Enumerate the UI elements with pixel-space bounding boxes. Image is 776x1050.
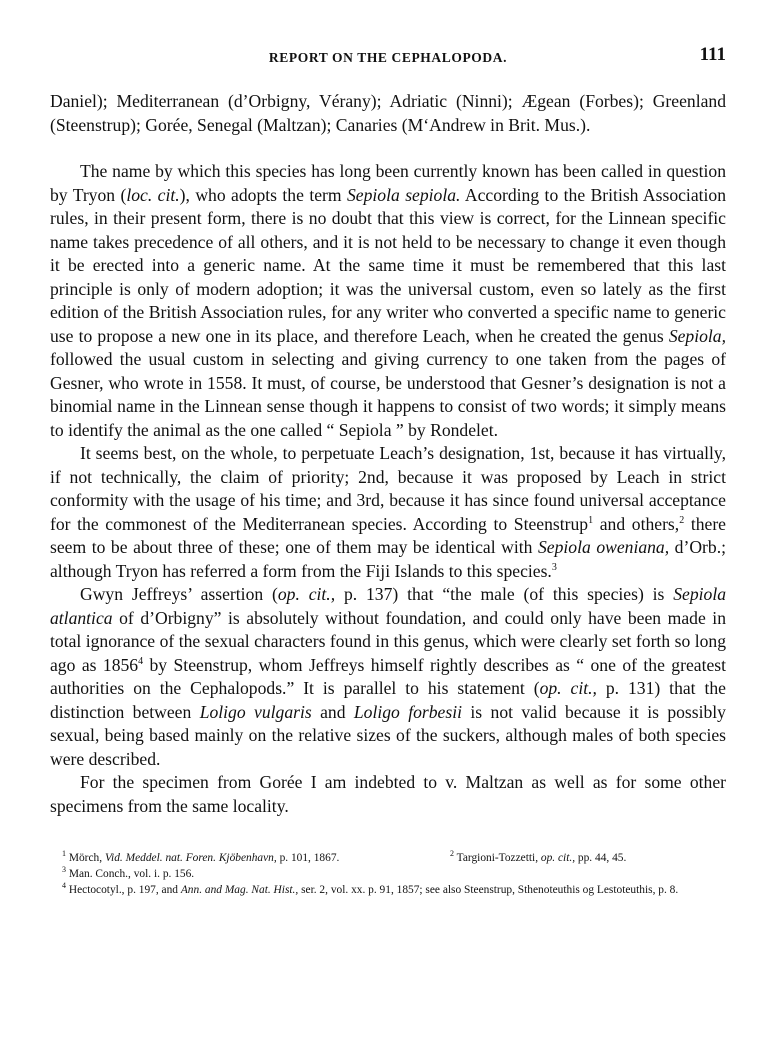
text-run: p. 131) that the distinction between [50,678,726,722]
text-run: followed the usual custom in selecting and giving currency to one taken from the pages of Gesner, who wrote in 1558. It must, of course, be understood that Gesner’s designation is not a binomial name in the Linnean sense though it happens to consist of two words; it simply means to identify the animal as the one called “ Sepiola ” by Rondelet. [50,349,726,440]
italic-run: Sepiola, [668,325,726,346]
italic-run: Loligo forbesii [353,701,462,722]
text-run: According to the British Association rules, in their present form, there is no doubt that this view is correct, for the Linnean specific name takes precedence of all others, and it is not held to be necessary to change it even though it be erected into a generic name. At the same time it must be remembered that this last principle is only of modern adoption; it was the universal custom, even so lately as the first edition of the British Association rules, for any writer who converted a specific name to generic use to propose a new one in its place, and therefore Leach, when he created the genus [50,184,726,346]
text-run: of d’Orbigny” is absolutely without foundation, and could only have been made in total ignorance of the sexual characters found in this genus, which were clearly set forth so long ago as 1856 [50,607,726,675]
footnote-number: 4 [62,881,66,890]
italic-run: op. cit., [539,678,597,698]
text-run: Man. Conch., vol. i. p. 156. [68,868,195,880]
text-run: pp. 44, 45. [575,852,627,864]
italic-run: op. cit., [540,852,576,864]
text-run: and others, [593,513,680,534]
italic-run: Sepiola atlantica [50,584,727,628]
text-run: by Steenstrup, whom Jeffreys himself rightly describes as “ one of the greatest authorities on the Cephalopods.” It is parallel to his statement ( [50,654,727,698]
footnotes [50,850,726,898]
running-title: REPORT ON THE CEPHALOPODA. [268,50,508,65]
footnote-number: 3 [62,865,66,874]
text-run: is not valid because it is possibly sexual, being based mainly on the relative sizes of the suckers, although males of both species were described. [50,701,726,769]
footnote-ref: 1 [588,514,594,526]
footnote-ref: 2 [679,514,685,526]
text-run: Targioni-Tozzetti, [456,852,541,864]
text-run: d’Orb.; although Tryon has referred a form from the Fiji Islands to this species. [50,537,726,581]
text-run: For the specimen from Gorée I am indebted to v. Maltzan as well as for some other specimens from the same locality. [50,772,726,816]
body-text [50,90,726,818]
footnote-2 [450,850,726,866]
italic-run: Loligo vulgaris [199,701,312,722]
paragraph-jeffreys-assertion [50,583,726,771]
italic-run: Ann. and Mag. Nat. Hist., [180,884,299,896]
paragraph-leach-designation [50,442,726,583]
footnote-number: 2 [450,849,454,858]
text-run: there seem to be about three of these; one of them may be identical with [50,513,726,557]
text-run: p. 137) that “the male (of this species) is [335,584,674,604]
footnote-row [50,850,726,866]
page-number: 111 [699,44,726,65]
text-run: The name by which this species has long been currently known has been called in question by Tryon ( [50,161,726,205]
text-run: ser. 2, vol. xx. p. 91, 1857; see also Steenstrup, Sthenoteuthis og Lestoteuthis, p. 8. [298,884,679,896]
footnote-1 [50,850,450,866]
text-run: It seems best, on the whole, to perpetuate Leach’s designation, 1st, because it has virtually, if not technically, the claim of priority; 2nd, because it was proposed by Leach in strict conformity with the usage of his time; and 3rd, because it has since found universal acceptance for the commonest of the Mediterranean species. According to Steenstrup [50,443,726,534]
text-run: Gwyn Jeffreys’ assertion ( [80,584,278,604]
italic-run: loc. cit. [126,184,180,205]
footnote-4 [50,882,726,898]
paragraph-specimen [50,771,726,818]
italic-run: Sepiola oweniana, [538,537,670,557]
italic-run: Sepiola sepiola. [347,184,461,205]
paragraph-name-question [50,160,726,442]
footnote-3 [50,866,726,882]
text-run: Daniel); Mediterranean (d’Orbigny, Vérany); Adriatic (Ninni); Ægean (Forbes); Greenland (Steenstrup); Gorée, Senegal (Maltzan); Canaries (M‘Andrew in Brit. Mus.). [50,91,726,135]
text-run: ), who adopts the term [179,184,347,205]
footnote-ref: 3 [551,561,557,573]
paragraph-continued [50,90,726,137]
footnote-ref: 4 [138,655,144,667]
text-run: and [311,701,354,722]
page-header [50,44,726,68]
footnote-number: 1 [62,849,66,858]
text-run: p. 101, 1867. [276,852,340,864]
text-run: Mörch, [68,852,105,864]
italic-run: op. cit., [277,584,336,604]
italic-run: Vid. Meddel. nat. Foren. Kjöbenhavn, [104,852,277,864]
text-run: Hectocotyl., p. 197, and [68,884,181,896]
